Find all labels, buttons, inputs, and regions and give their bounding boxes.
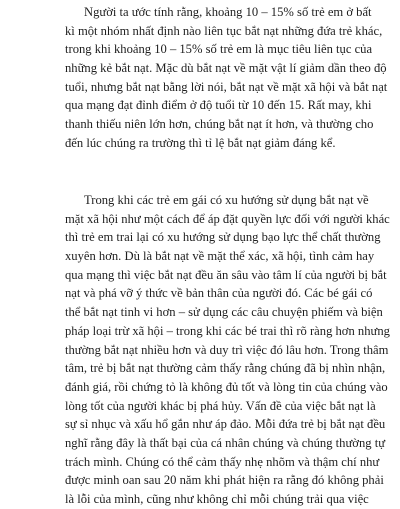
paragraph-1 [65,3,388,153]
text-line: đánh giá, rồi chứng tỏ là không đủ tốt và lòng tin của chúng vào [65,379,388,394]
text-line: tuổi, nhưng bắt nạt bằng lời nói, bắt nạt về mặt xã hội và bắt nạt [65,79,388,94]
text-line: được minh oan sau 20 năm khi phát hiện ra rằng đó không phải [65,473,384,488]
text-line: đến lúc chúng ra trường thì tỉ lệ bắt nạt giảm đáng kể. [65,135,336,150]
text-line: trách mình. Chúng có thể cảm thấy nhẹ nhõm và thậm chí như [65,454,380,469]
text-line: qua mạng đạt đỉnh điểm ở độ tuổi từ 10 đến 15. Rất may, khi [65,98,372,113]
text-line: Trong khi các trẻ em gái có xu hướng sử dụng bắt nạt về [84,193,369,207]
text-line: pháp loại trừ xã hội – trong khi các bé trai thì rõ ràng hơn nhưng [65,323,390,338]
text-line: Người ta ước tính rằng, khoảng 10 – 15% số trẻ em ở bất [84,5,372,19]
text-line: sự sỉ nhục và xấu hổ gắn như áp đảo. Mỗi đứa trẻ bị bắt nạt đều [65,417,386,432]
text-line: mặt xã hội như một cách để áp đặt quyền lực đối với người khác [65,211,390,226]
text-line: nạt và phá vỡ ý thức về bản thân của người đó. Các bé gái có [65,286,373,301]
text-line: trong khi khoảng 10 – 15% số trẻ em là mục tiêu liên tục của [65,42,373,57]
text-line: kì một nhóm nhất định nào liên tục bắt nạt những đứa trẻ khác, [65,23,383,38]
text-line: nghĩ rằng đây là thất bại của cá nhân chúng và chúng thường tự [65,435,386,450]
text-line: lòng tốt của người khác bị phá hủy. Vấn đề của việc bắt nạt là [65,398,376,413]
text-line: thể bắt nạt tinh vi hơn – sử dụng các câu chuyện phiếm và biện [65,305,383,320]
text-line: tâm, trẻ bị bắt nạt thường cảm thấy rằng chúng đã bị nhìn nhận, [65,361,386,376]
paragraph-2 [65,191,390,509]
text-line: thanh thiếu niên lớn hơn, chúng bắt nạt ít hơn, và thường cho [65,117,374,132]
text-line: thường bắt nạt nhiều hơn và duy trì việc đó lâu hơn. Trong thâm [65,342,389,357]
text-line: xuyên hơn. Dù là bắt nạt về mặt thể xác, xã hội, tình cảm hay [65,249,375,264]
text-line: thì trẻ em trai lại có xu hướng sử dụng bạo lực thể chất thường [65,230,381,245]
text-line: qua mạng thì việc bắt nạt đều ăn sâu vào tâm lí của người bị bắt [65,267,387,282]
text-line: những kẻ bắt nạt. Mặc dù bắt nạt về mặt vật lí giảm dần theo độ [65,61,387,76]
text-line: là lỗi của mình, cũng như không chỉ mỗi chúng trải qua việc [65,492,369,506]
